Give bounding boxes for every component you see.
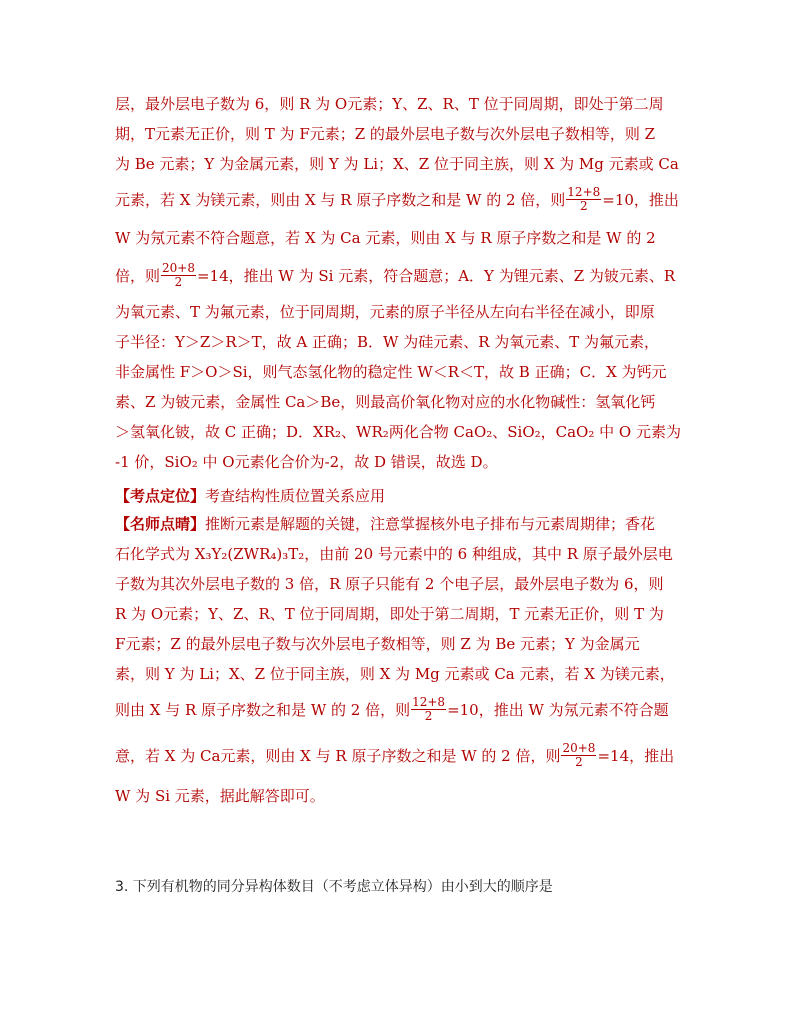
text-line [115, 184, 679, 214]
text-line [115, 694, 669, 724]
fraction-numerator: 12+8 [567, 184, 601, 199]
text-segment: 意，若 X 为 Ca元素，则由 X 与 R 原子序数之和是 W 的 2 倍，则 [115, 746, 561, 765]
question-3: 3. 下列有机物的同分异构体数目（不考虑立体异构）由小到大的顺序是 [115, 879, 553, 895]
kaodian-line [115, 480, 385, 510]
text-line: F元素；Z 的最外层电子数与次外层电子数相等，则 Z 为 Be 元素；Y 为金属元 [115, 634, 640, 653]
fraction [566, 186, 601, 213]
text-line: 期，T元素无正价，则 T 为 F元素；Z 的最外层电子数与次外层电子数相等，则 Z [115, 124, 656, 143]
text-line [115, 740, 674, 770]
text-line: 层，最外层电子数为 6，则 R 为 O元素；Y、Z、R、T 位于同周期，即处于第二周 [115, 94, 664, 113]
text-segment: 元素，若 X 为镁元素，则由 X 与 R 原子序数之和是 W 的 2 倍，则 [115, 190, 566, 209]
text-line: W 为氖元素不符合题意，若 X 为 Ca 元素，则由 X 与 R 原子序数之和是 W 的 2 [115, 228, 656, 247]
fraction [411, 696, 446, 723]
text-segment: =14，推出 W 为 Si 元素，符合题意；A．Y 为锂元素、Z 为铍元素、R [196, 266, 676, 285]
text-line: 子数为其次外层电子数的 3 倍，R 原子只能有 2 个电子层，最外层电子数为 6，则 [115, 574, 664, 593]
text-segment: 推断元素是解题的关键，注意掌握核外电子排布与元素周期律；香花 [205, 514, 656, 533]
mingshi-line [115, 508, 655, 538]
text-segment: 则由 X 与 R 原子序数之和是 W 的 2 倍，则 [115, 700, 411, 719]
fraction-denominator: 2 [575, 754, 583, 769]
mingshi-tag: 【名师点晴】 [115, 514, 206, 533]
text-line: W 为 Si 元素，据此解答即可。 [115, 786, 325, 805]
text-line: 素，则 Y 为 Li；X、Z 位于同主族，则 X 为 Mg 元素或 Ca 元素，若 X 为镁元素， [115, 664, 675, 683]
text-line: 为氧元素、T 为氟元素，位于同周期，元素的原子半径从左向右半径在减小，即原 [115, 302, 655, 321]
text-line: R 为 O元素；Y、Z、R、T 位于同周期，即处于第二周期，T 元素无正价，则 T 为 [115, 604, 664, 623]
fraction-denominator: 2 [424, 708, 433, 723]
fraction-denominator: 2 [174, 274, 183, 289]
fraction [161, 262, 196, 289]
text-line: 石化学式为 X₃Y₂(ZWR₄)₃T₂，由前 20 号元素中的 6 种组成，其中 R 原子最外层电 [115, 544, 673, 563]
text-segment: 倍，则 [115, 266, 161, 285]
text-segment: =10，推出 W 为氖元素不符合题 [447, 700, 669, 719]
fraction-numerator: 20+8 [562, 740, 596, 755]
text-line: ＞氢氧化铍，故 C 正确；D．XR₂、WR₂两化合物 CaO₂、SiO₂，CaO₂ 中 O 元素为 [115, 422, 681, 441]
fraction-denominator: 2 [579, 198, 588, 213]
text-line: -1 价，SiO₂ 中 O元素化合价为-2，故 D 错误，故选 D。 [115, 452, 498, 471]
text-segment: =14，推出 [597, 746, 675, 765]
fraction-numerator: 12+8 [412, 694, 446, 709]
text-line [115, 260, 675, 290]
kaodian-tag: 【考点定位】 [115, 486, 206, 505]
text-line: 为 Be 元素；Y 为金属元素，则 Y 为 Li；X、Z 位于同主族，则 X 为 Mg 元素或 Ca [115, 154, 679, 173]
fraction-numerator: 20+8 [162, 260, 195, 275]
text-line: 子半径：Y＞Z＞R＞T，故 A 正确；B．W 为硅元素、R 为氧元素、T 为氟元素， [115, 332, 660, 351]
text-line: 素、Z 为铍元素，金属性 Ca＞Be，则最高价氧化物对应的水化物碱性：氢氧化钙 [115, 392, 656, 411]
kaodian-text: 考查结构性质位置关系应用 [205, 486, 386, 505]
fraction [561, 742, 596, 769]
text-line: 非金属性 F＞O＞Si，则气态氢化物的稳定性 W＜R＜T，故 B 正确；C．X 为钙元 [115, 362, 667, 381]
text-segment: =10，推出 [602, 190, 679, 209]
